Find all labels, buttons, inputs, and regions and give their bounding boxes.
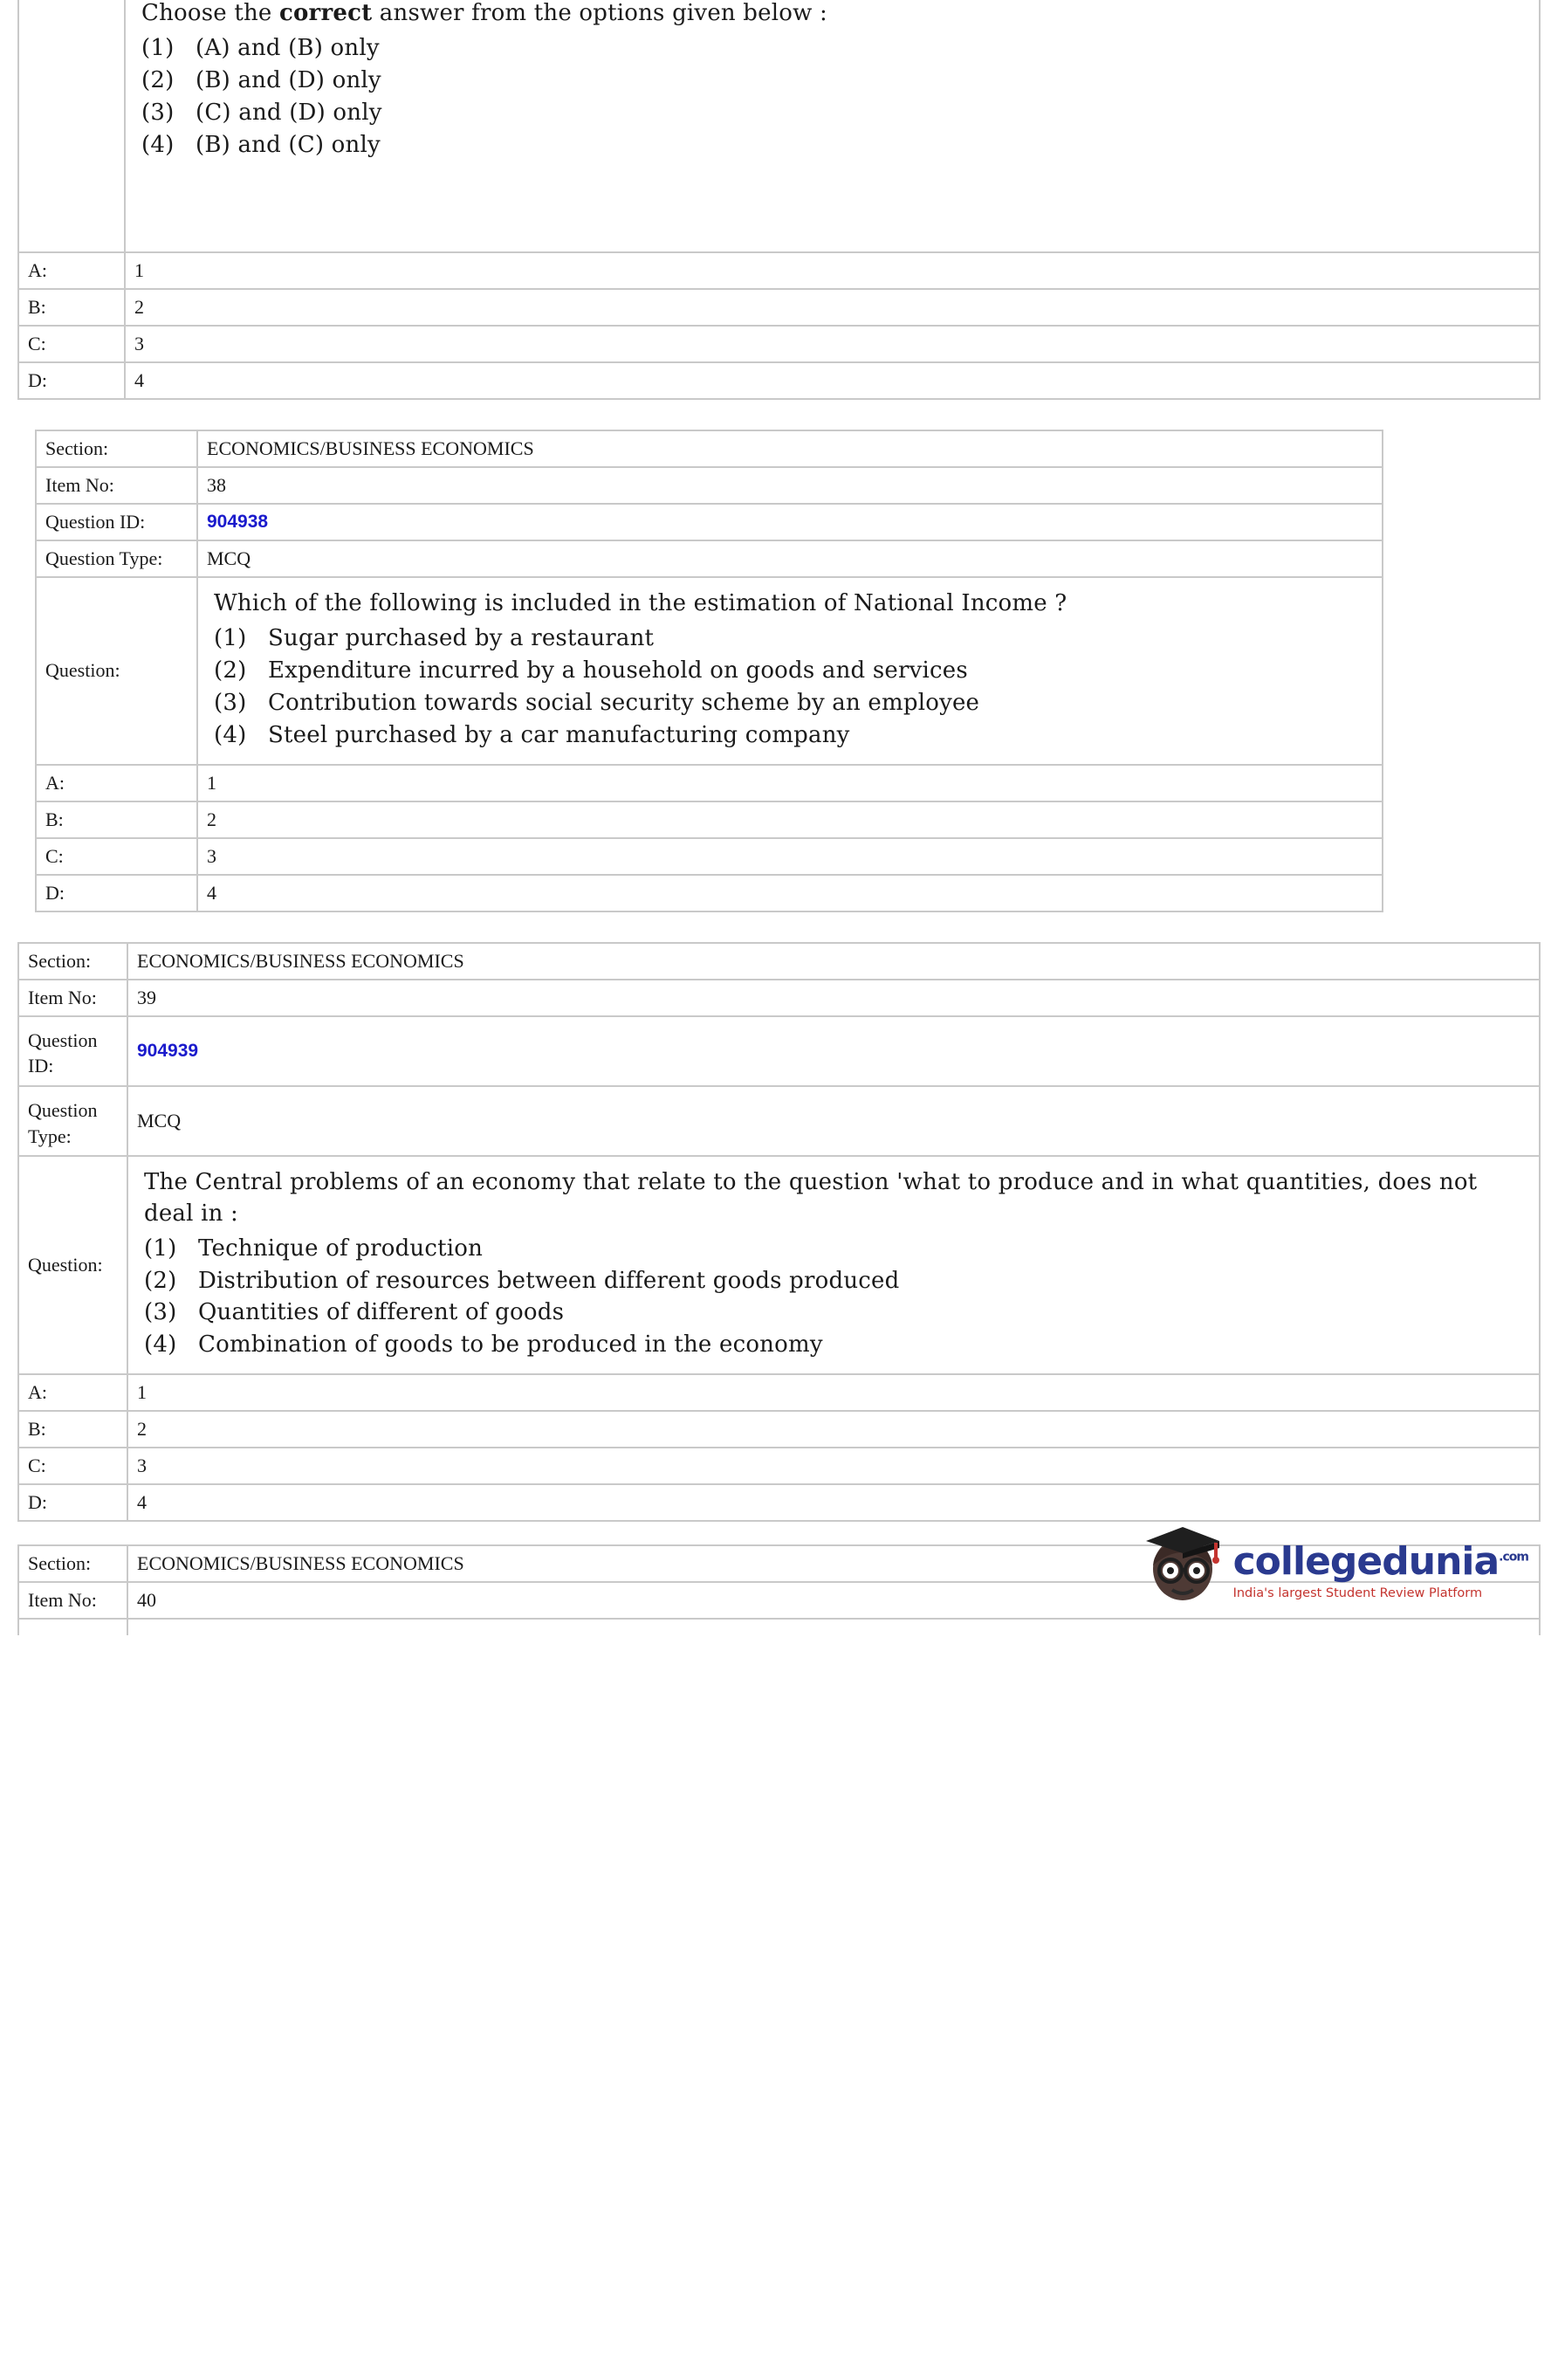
brand-name — [1232, 1539, 1528, 1585]
option-item — [141, 97, 1527, 129]
question-id-row — [37, 505, 1382, 541]
option-text: Combination of goods to be produced in the economy — [198, 1331, 823, 1359]
question-row — [19, 0, 1539, 253]
answer-value-c: 3 — [207, 844, 216, 867]
option-number: (4) — [141, 131, 175, 158]
answer-value-b: 2 — [207, 808, 216, 830]
option-number: (4) — [214, 721, 247, 748]
block-spacer — [17, 400, 1541, 430]
option-item — [141, 129, 1527, 162]
answer-value-a: 1 — [134, 259, 144, 281]
question-id-label: Question ID: — [37, 505, 198, 540]
question-label: Question: — [19, 1157, 128, 1373]
question-type-row — [37, 541, 1382, 578]
question-label: Question: — [37, 578, 198, 764]
question-id-row — [19, 1017, 1539, 1087]
question-row — [37, 578, 1382, 766]
answer-row-d — [37, 876, 1382, 911]
option-number: (1) — [141, 35, 175, 62]
section-label: Section: — [19, 944, 128, 979]
answer-row-b — [19, 290, 1539, 327]
answer-label-d: D: — [19, 363, 126, 398]
question-label-cell — [19, 0, 126, 251]
question-block-38 — [35, 430, 1383, 912]
section-row — [19, 944, 1539, 980]
answer-row-c — [19, 327, 1539, 363]
answer-label-b: B: — [37, 802, 198, 837]
item-no-row — [37, 468, 1382, 505]
section-value: ECONOMICS/BUSINESS ECONOMICS — [137, 1552, 464, 1575]
answer-value-a: 1 — [207, 771, 216, 794]
option-number: (4) — [144, 1331, 177, 1359]
question-row — [19, 1157, 1539, 1375]
option-text: (B) and (D) only — [196, 67, 381, 93]
option-number: (1) — [144, 1235, 177, 1262]
question-id-value: 904939 — [137, 1040, 199, 1061]
item-no-value: 38 — [207, 474, 226, 496]
question-stem: The Central problems of an economy that relate to the question 'what to produce and in what quantities, does not deal in : — [144, 1169, 1478, 1227]
answer-label-c: C: — [37, 839, 198, 874]
question-id-label: Question ID: — [19, 1017, 128, 1085]
option-item — [214, 719, 1369, 752]
answer-label-b: B: — [19, 290, 126, 325]
answer-value-a: 1 — [137, 1381, 147, 1404]
question-id-label — [19, 1620, 128, 1635]
answer-row-a — [19, 1375, 1539, 1412]
answer-label-c: C: — [19, 1448, 128, 1483]
option-text: Quantities of different of goods — [198, 1299, 565, 1326]
option-text: (C) and (D) only — [196, 99, 382, 126]
question-type-label: Question Type: — [37, 541, 198, 576]
option-item — [144, 1265, 1527, 1297]
option-item — [144, 1233, 1527, 1265]
option-text: Distribution of resources between different goods produced — [198, 1267, 900, 1294]
answer-value-d: 4 — [207, 881, 216, 904]
question-type-label: Question Type: — [19, 1087, 128, 1155]
answer-row-a — [37, 766, 1382, 802]
brand-domain: .com — [1499, 1550, 1528, 1565]
brand-tagline: India's largest Student Review Platform — [1232, 1586, 1483, 1601]
option-number: (3) — [214, 689, 247, 716]
option-number: (3) — [141, 99, 175, 126]
answer-row-b — [19, 1412, 1539, 1448]
option-text: (B) and (C) only — [196, 131, 381, 158]
item-no-label: Item No: — [37, 468, 198, 503]
answer-value-d: 4 — [137, 1491, 147, 1514]
question-id-row-cut — [19, 1620, 1539, 1635]
brand-name-text: collegedunia — [1232, 1539, 1500, 1585]
question-block-partial — [17, 0, 1541, 400]
mascot-icon — [1141, 1515, 1225, 1606]
question-stem: Which of the following is included in the estimation of National Income ? — [214, 590, 1067, 616]
question-body — [128, 1157, 1539, 1373]
answer-value-c: 3 — [137, 1455, 147, 1477]
item-no-label: Item No: — [19, 1583, 128, 1618]
answer-label-d: D: — [37, 876, 198, 911]
answer-row-a — [19, 253, 1539, 290]
answer-value-c: 3 — [134, 333, 144, 354]
answer-label-a: A: — [37, 766, 198, 801]
option-text: Technique of production — [198, 1235, 484, 1262]
option-text: Steel purchased by a car manufacturing company — [268, 721, 850, 748]
answer-label-a: A: — [19, 253, 126, 288]
answer-label-c: C: — [19, 327, 126, 361]
option-item — [144, 1297, 1527, 1329]
option-item — [214, 655, 1369, 687]
item-no-value: 39 — [137, 986, 156, 1008]
section-value: ECONOMICS/BUSINESS ECONOMICS — [137, 949, 464, 972]
option-text: Contribution towards social security scheme by an employee — [268, 689, 980, 716]
option-number: (2) — [214, 657, 247, 684]
option-number: (2) — [144, 1267, 177, 1294]
option-item — [214, 687, 1369, 719]
section-value: ECONOMICS/BUSINESS ECONOMICS — [207, 437, 534, 459]
option-item — [214, 623, 1369, 655]
option-number: (3) — [144, 1299, 177, 1326]
answer-row-d — [19, 363, 1539, 398]
question-id-value — [128, 1620, 1539, 1635]
option-number: (1) — [214, 625, 247, 652]
answer-label-d: D: — [19, 1485, 128, 1520]
question-stem: Choose the correct answer from the options given below : — [141, 0, 827, 26]
collegedunia-watermark — [1141, 1515, 1528, 1606]
item-no-label: Item No: — [19, 980, 128, 1015]
answer-row-c — [37, 839, 1382, 876]
option-text: Sugar purchased by a restaurant — [268, 625, 655, 652]
option-item — [141, 32, 1527, 65]
answer-label-b: B: — [19, 1412, 128, 1447]
block-spacer — [17, 912, 1541, 942]
option-item — [141, 65, 1527, 97]
answer-value-b: 2 — [134, 296, 144, 318]
option-text: (A) and (B) only — [196, 35, 380, 62]
answer-label-a: A: — [19, 1375, 128, 1410]
question-id-value: 904938 — [207, 512, 269, 532]
answer-row-b — [37, 802, 1382, 839]
question-type-value: MCQ — [137, 1110, 182, 1132]
question-body — [126, 0, 1539, 251]
option-number: (2) — [141, 67, 175, 93]
answer-row-c — [19, 1448, 1539, 1485]
question-block-39 — [17, 942, 1541, 1523]
option-text: Expenditure incurred by a household on goods and services — [268, 657, 968, 684]
question-body — [198, 578, 1382, 764]
option-item — [144, 1329, 1527, 1361]
item-no-row — [19, 980, 1539, 1017]
section-row — [37, 431, 1382, 468]
answer-value-b: 2 — [137, 1418, 147, 1441]
question-type-row — [19, 1087, 1539, 1157]
item-no-value: 40 — [137, 1589, 156, 1612]
answer-value-d: 4 — [134, 369, 144, 391]
brand-text — [1232, 1539, 1528, 1606]
section-label: Section: — [37, 431, 198, 466]
question-type-value: MCQ — [207, 547, 251, 569]
section-label: Section: — [19, 1546, 128, 1581]
